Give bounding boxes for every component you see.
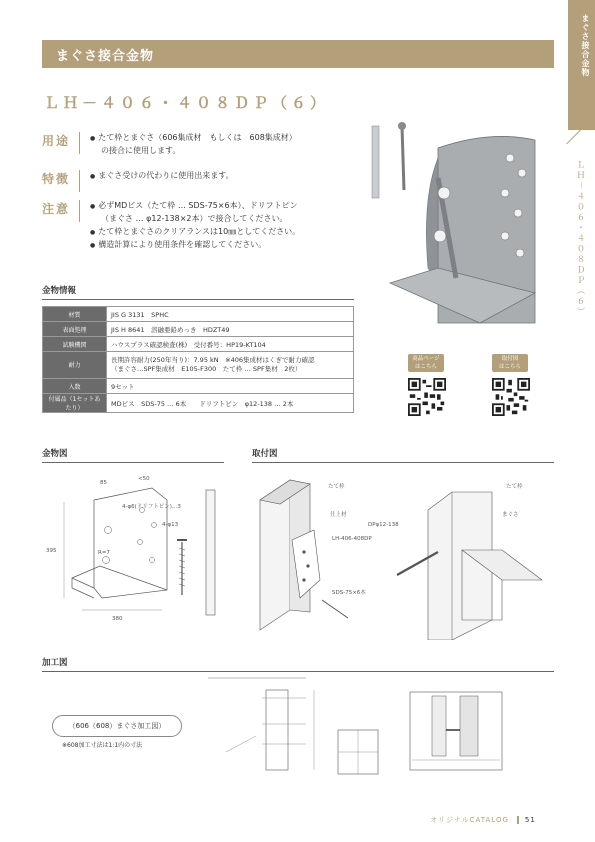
info-value: 9セット bbox=[107, 379, 354, 394]
model-title: ＬＨ－４０６・４０８ＤＰ（６） bbox=[44, 94, 330, 112]
qr-install-diagram[interactable] bbox=[492, 354, 530, 420]
install-drawing-title: 取付図 bbox=[252, 447, 554, 463]
info-key: 試験機関 bbox=[43, 337, 107, 352]
page-number: 51 bbox=[517, 816, 536, 824]
processing-drawing-title: 加工図 bbox=[42, 656, 554, 672]
info-key: 入数 bbox=[43, 379, 107, 394]
side-tab-text: まぐさ接合金物 bbox=[581, 14, 590, 77]
hw-dim-label: 4-φ13 bbox=[162, 522, 179, 528]
processing-drawing bbox=[196, 672, 396, 782]
info-table bbox=[42, 306, 354, 413]
install-drawing bbox=[252, 470, 552, 640]
table-row bbox=[43, 322, 354, 337]
spec-caution-line: ● 必ずMDビス（たて枠 … SDS-75×6本）、ドリフトピン bbox=[90, 200, 300, 213]
table-row bbox=[43, 307, 354, 322]
info-value: ハウスプラス確認検査(株) 受付番号：HP19-KT104 bbox=[107, 337, 354, 352]
hw-dim-label: 395 bbox=[46, 548, 57, 554]
install-label: たて枠 bbox=[328, 484, 345, 490]
install-label: LH-406-408DP bbox=[332, 536, 372, 542]
processing-callout: （606（608）まぐさ加工図） bbox=[52, 715, 182, 737]
table-row bbox=[43, 352, 354, 379]
info-key: 耐力 bbox=[43, 352, 107, 379]
table-row bbox=[43, 337, 354, 352]
section-drawing bbox=[408, 690, 504, 772]
spec-usage bbox=[42, 132, 297, 158]
hw-dim-label: 4-φ6(ドリフトピン)…3 bbox=[122, 504, 181, 510]
spec-usage-line: ● たて枠とまぐさ（606集成材 もしくは 608集成材） bbox=[90, 132, 297, 145]
product-photo bbox=[360, 118, 560, 333]
info-value-line: （まぐさ…SPF集成材 E105-F300 たて枠 … SPF集材 2枚） bbox=[111, 365, 302, 373]
spec-features-line: ● まぐさ受けの代わりに使用出来ます。 bbox=[90, 170, 234, 183]
footer bbox=[430, 815, 536, 825]
hw-dim-label: <50 bbox=[138, 476, 150, 482]
header-bar bbox=[42, 40, 554, 68]
table-row bbox=[43, 394, 354, 413]
hw-dim-label: 380 bbox=[112, 616, 123, 622]
info-section-title: 金物情報 bbox=[42, 284, 354, 300]
qr-product-page[interactable] bbox=[408, 354, 446, 420]
spec-caution-line: ● たて枠とまぐさのクリアランスは10㎜としてください。 bbox=[90, 226, 300, 239]
spec-caution-line: ● 構造計算により使用条件を確認してください。 bbox=[90, 239, 300, 252]
install-label: たて枠 bbox=[506, 484, 523, 490]
qr-label: はこちら bbox=[498, 364, 521, 370]
install-label: DPφ12-138 bbox=[368, 522, 399, 528]
install-label: SDS-75×6本 bbox=[332, 590, 366, 596]
footer-catalog: オリジナルCATALOG bbox=[430, 816, 509, 824]
install-label: 仕上材 bbox=[330, 512, 347, 518]
spec-caution-label: 注意 bbox=[42, 200, 80, 222]
info-value: JIS H 8641 溶融亜鉛めっき HDZT49 bbox=[107, 322, 354, 337]
spec-usage-label: 用途 bbox=[42, 132, 80, 154]
hw-dim-label: R=7 bbox=[98, 550, 110, 556]
spec-features-label: 特徴 bbox=[42, 170, 80, 192]
spec-usage-line: の接合に使用します。 bbox=[101, 146, 181, 155]
qr-label: はこちら bbox=[414, 364, 437, 370]
hw-dim-label: 85 bbox=[100, 480, 107, 486]
install-label: まぐさ bbox=[502, 512, 519, 518]
spec-features bbox=[42, 170, 234, 192]
page-title: まぐさ接合金物 bbox=[56, 48, 155, 64]
qr-code-icon bbox=[492, 378, 530, 416]
table-row bbox=[43, 379, 354, 394]
info-key: 材質 bbox=[43, 307, 107, 322]
spec-caution-line: （まぐさ … φ12-138×2本）で接合してください。 bbox=[101, 214, 288, 223]
qr-code-icon bbox=[408, 378, 446, 416]
side-divider bbox=[566, 128, 582, 144]
hardware-drawing bbox=[42, 470, 237, 640]
side-model-label: ＬＨ－４０６・４０８ＤＰ（６） bbox=[575, 160, 585, 318]
info-key: 表面処理 bbox=[43, 322, 107, 337]
spec-caution bbox=[42, 200, 300, 252]
info-value-line: 長期許容耐力(250年当り)：7.95 kN ※406集成材はくぎで耐力確認 bbox=[111, 356, 315, 364]
info-key: 付属品（1セットあたり） bbox=[43, 394, 107, 413]
info-value bbox=[107, 352, 354, 379]
info-value: JIS G 3131 SPHC bbox=[107, 307, 354, 322]
qr-label: 取付図 bbox=[501, 356, 519, 362]
processing-note: ※608加工寸法は1:1内の寸法 bbox=[62, 742, 143, 749]
hardware-drawing-title: 金物図 bbox=[42, 447, 224, 463]
info-value: MDビス SDS-75 … 6本 ドリフトピン φ12-138 … 2本 bbox=[107, 394, 354, 413]
qr-label: 商品ページ bbox=[412, 356, 440, 362]
